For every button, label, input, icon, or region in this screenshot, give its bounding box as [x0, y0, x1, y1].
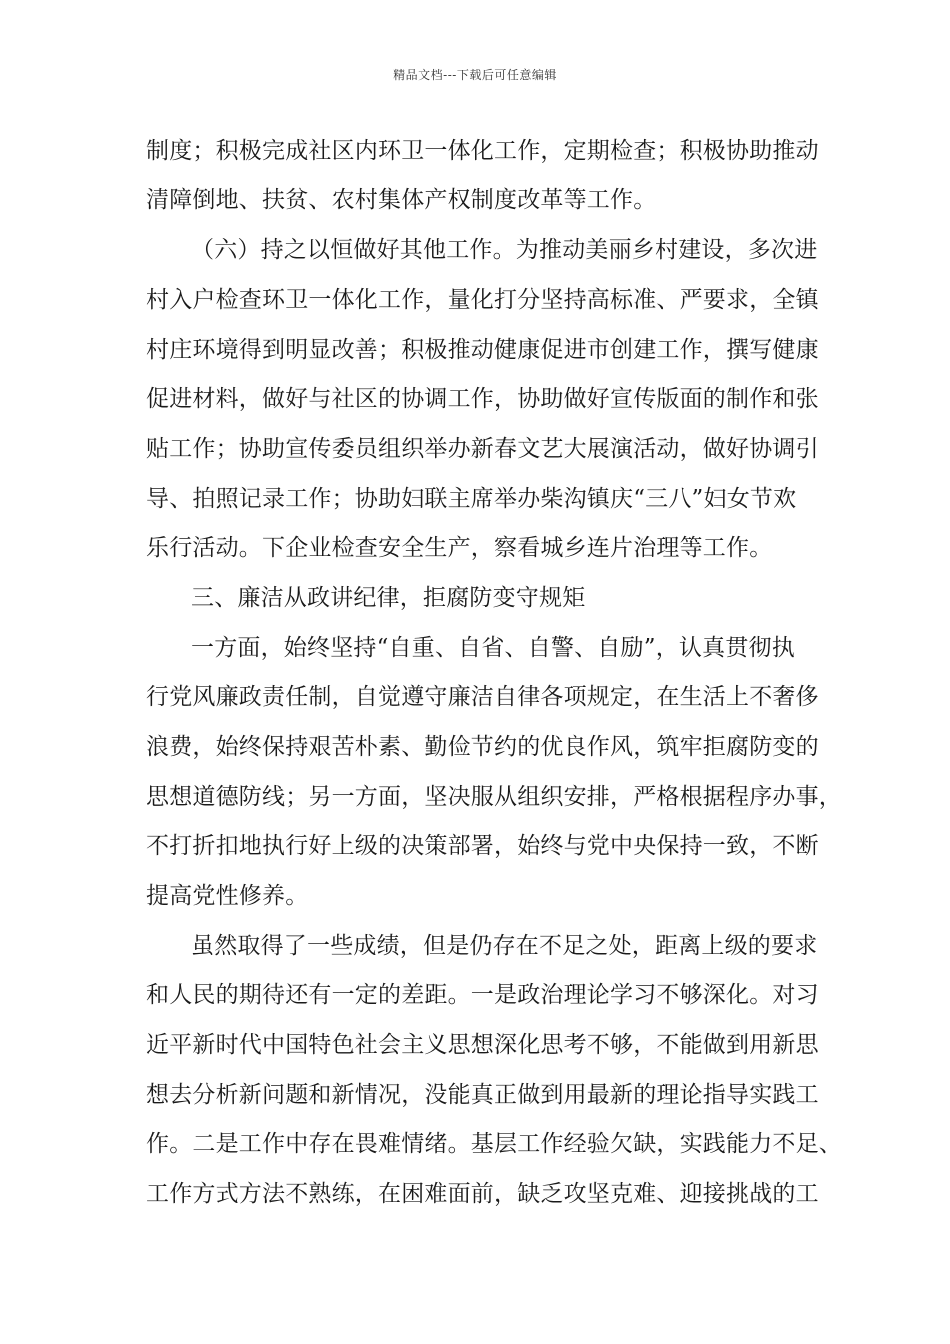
text-line: 村庄环境得到明显改善；积极推动健康促进市创建工作，撰写健康 — [146, 337, 819, 363]
paragraph-start-line: （六）持之以恒做好其他工作。为推动美丽乡村建设，多次进 — [191, 237, 818, 263]
page-header: 精品文档---下载后可任意编辑 — [393, 68, 557, 82]
text-line: 提高党性修养。 — [146, 883, 309, 909]
text-line: 思想道德防线；另一方面，坚决服从组织安排，严格根据程序办事， — [146, 784, 842, 810]
text-line: 行党风廉政责任制，自觉遵守廉洁自律各项规定，在生活上不奢侈 — [146, 684, 819, 710]
paragraph-start-line: 虽然取得了一些成绩，但是仍存在不足之处，距离上级的要求 — [191, 933, 818, 959]
text-line: 制度；积极完成社区内环卫一体化工作，定期检查；积极协助推动 — [146, 138, 819, 164]
text-line: 清障倒地、扶贫、农村集体产权制度改革等工作。 — [146, 187, 657, 213]
text-line: 贴工作；协助宣传委员组织举办新春文艺大展演活动，做好协调引 — [146, 436, 819, 462]
text-line: 和人民的期待还有一定的差距。一是政治理论学习不够深化。对习 — [146, 982, 819, 1008]
text-line: 浪费，始终保持艰苦朴素、勤俭节约的优良作风，筑牢拒腐防变的 — [146, 734, 819, 760]
paragraph-start-line: 一方面，始终坚持“自重、自省、自警、自励”，认真贯彻执 — [191, 635, 795, 661]
text-line: 促进材料，做好与社区的协调工作，协助做好宣传版面的制作和张 — [146, 386, 819, 412]
text-line: 导、拍照记录工作；协助妇联主席举办柴沟镇庆“三八”妇女节欢 — [146, 486, 797, 512]
text-line: 不打折扣地执行好上级的决策部署，始终与党中央保持一致，不断 — [146, 833, 819, 859]
text-line: 村入户检查环卫一体化工作，量化打分坚持高标准、严要求，全镇 — [146, 287, 819, 313]
text-line: 乐行活动。下企业检查安全生产，察看城乡连片治理等工作。 — [146, 535, 773, 561]
text-line: 作。二是工作中存在畏难情绪。基层工作经验欠缺，实践能力不足、 — [146, 1131, 842, 1157]
text-line: 想去分析新问题和新情况，没能真正做到用最新的理论指导实践工 — [146, 1082, 819, 1108]
text-line: 工作方式方法不熟练，在困难面前，缺乏攻坚克难、迎接挑战的工 — [146, 1181, 819, 1207]
text-line: 近平新时代中国特色社会主义思想深化思考不够，不能做到用新思 — [146, 1032, 819, 1058]
section-heading: 三、廉洁从政讲纪律，拒腐防变守规矩 — [191, 585, 586, 611]
